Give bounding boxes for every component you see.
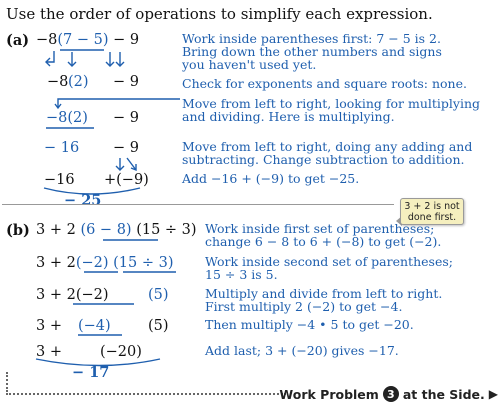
part-a-label: (a) [6,32,30,49]
part-a-line2-b: (2) [68,74,89,90]
instructions-heading: Use the order of operations to simplify each expression. [6,5,433,23]
footer-prompt[interactable] [279,386,498,402]
part-a-note-7: Move from left to right, doing any adding and [182,139,473,154]
part-a-note-1: Work inside parentheses first: 7 − 5 is 2. [182,31,441,46]
part-a-line5-a: −16 [44,172,75,188]
part-a-note-3: you haven't used yet. [182,57,317,72]
part-a-line2-a: −8 [47,74,69,90]
part-a-line1-pre: −8 [36,32,58,48]
part-b-line1-a: 3 + 2 [36,222,76,238]
footer-left-dots [6,372,8,392]
part-a-note-8: subtracting. Change subtraction to addition. [182,152,465,167]
play-arrow-icon: ▶ [488,387,498,401]
part-a-note-2: Bring down the other numbers and signs [182,44,442,59]
part-b-line2-c: (15 ÷ 3) [113,255,174,271]
part-a-line5-b: +(−9) [104,172,149,188]
part-b-note-1: Work inside first set of parentheses; [205,221,435,236]
part-b-label: (b) [6,222,30,239]
hint-badge-line2: done first. [407,212,457,223]
part-a-line1-paren: (7 − 5) [57,32,109,48]
footer-text: Work Problem [279,386,379,402]
part-a-note-4: Check for exponents and square roots: none. [182,76,467,91]
part-b-line2-b: (−2) [75,255,109,271]
part-b-line3-a: 3 + 2(−2) [36,287,109,303]
part-b-line5-b: (−20) [100,344,142,360]
problem-number-badge: 3 [383,386,399,402]
part-b-note-2: change 6 − 8 to 6 + (−8) to get (−2). [205,234,442,249]
part-b-line4-c: (5) [148,318,169,334]
part-a-line4-b: − 9 [113,140,139,156]
part-a-note-5: Move from left to right, looking for multiplying [182,96,481,111]
part-b-line4-b: (−4) [78,318,111,334]
part-a-result: − 25 [64,192,102,209]
part-b-line3-b: (5) [148,287,169,303]
part-a-line3-b: − 9 [113,110,139,126]
part-b-line4-a: 3 + [36,318,62,334]
part-b-line1-c: (15 ÷ 3) [136,222,197,238]
hint-badge-line1: 3 + 2 is not [404,201,460,212]
part-a-note-9: Add −16 + (−9) to get −25. [182,171,360,186]
part-b-note-5: Multiply and divide from left to right. [205,286,443,301]
part-b-line2-a: 3 + 2 [36,255,76,271]
part-b-note-4: 15 ÷ 3 is 5. [205,267,278,282]
part-b-note-6: First multiply 2 (−2) to get −4. [205,299,403,314]
part-a-line1-post: − 9 [113,32,140,48]
part-b-note-3: Work inside second set of parentheses; [205,254,453,269]
part-a-note-6: and dividing. Here is multiplying. [182,109,395,124]
part-a-line3-a: −8(2) [46,110,88,126]
part-b-result: − 17 [72,364,110,381]
part-b-line1-b: (6 − 8) [80,222,132,238]
footer-dotted-line [6,393,286,395]
part-b-line5-a: 3 + [36,344,62,360]
part-b-note-8: Add last; 3 + (−20) gives −17. [205,343,399,358]
footer-suffix: at the Side. [402,386,485,402]
part-a-line4-a: − 16 [44,140,80,156]
part-a-line2-c: − 9 [113,74,139,90]
part-b-note-7: Then multiply −4 • 5 to get −20. [205,317,414,332]
